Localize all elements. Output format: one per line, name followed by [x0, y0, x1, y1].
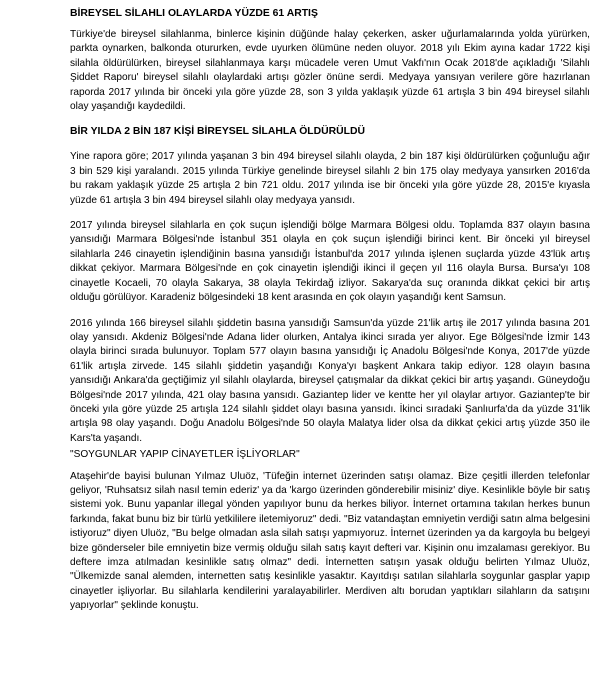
intro-paragraph: Türkiye'de bireysel silahlanma, binlerce kişinin düğünde halay çekerken, asker uğurlamalarında yolda yürürken, parkta oynarken, balkonda otururken, evde uyurken ölümüne neden oluyor. 2018 yılı Ekim ayına kadar 1722 kişi silahla öldürülürken, bireysel silahlanmaya karşı mücadele veren Umut Vakfı'nın Ocak 2018'de açıkladığı 'Silahlı Şiddet Raporu' bireysel silahlı olaylardaki artışı gözler önüne serdi. Medyaya yansıyan verilere göre hazırlanan raporda 2017 yılında bir önceki yıla göre yüzde 28, son 3 yılda yaklaşık yüzde 61 artışla 3 bin 494 bireysel silahlı olay yaşandığı kaydedildi. [70, 29, 590, 113]
regions-paragraph: 2016 yılında 166 bireysel silahlı şiddetin basına yansıdığı Samsun'da yüzde 21'lik artış ile 2017 yılında basına 201 olay yansıdı. Akdeniz Bölgesi'nde Adana lider olurken, Antalya ikinci sırada yer alıyor. Ege Bölgesi'nde İzmir 143 olayla birinci sırada bulunuyor. Toplam 577 olayın basına yansıdığı İç Anadolu Bölgesi'nde Konya, 2017'de yüzde 61'lik artışla zirvede. 145 silahlı şiddetin yaşandığı Konya'yı başkent Ankara takip ediyor. 128 olayın basına yansıdığı Ankara'da geçtiğimiz yıl silahlı olaylarda, bireysel çatışmalar da dikkat çekici bir artış yaşandı. Güneydoğu Bölgesi'nde 2017 yılında, 421 olay basına yansıdı. Gaziantep lider ve kentte her yıl olaylar artıyor. Gaziantep'te bir önceki yıla göre yüzde 25 artışla 124 silahlı şiddet olayı basına yansıdı. İkinci sıradaki Şanlıurfa'da da yüzde 31'lik artışla 98 olay yaşandı. Doğu Anadolu Bölgesi'nde 50 olayla Malatya lider olsa da dikkat çekici artış yüzde 350 ile Kars'ta yaşandı. [70, 317, 590, 444]
interview-paragraph: Ataşehir'de bayisi bulunan Yılmaz Uluöz, 'Tüfeğin internet üzerinden satışı olamaz. Bize çeşitli illerden telefonlar geliyor, 'Ruhsatsız silah nasıl temin ederiz' ya da 'kargo üzerinden gönderebilir misiniz' diye. Kesinlikle böyle bir satış sistemi yok. Bunu yapanlar illegal yönden yapılıyor bunu da herkes biliyor. İnternet ortamına takılan herkes bunun farkında, fakat bunu biz bir türlü yetkililere iletemiyoruz" dedi. "Biz vatandaştan emniyetin verdiği satın alma belgesini istiyoruz" diyen Uluöz, "Bu belge olmadan asla silah satışı yapmıyoruz. İnternet üzerinden ya da kargoyla bu belgeyi bize gönderseler bile emniyetin bize vermiş olduğu silah satış kayıt defteri var. Kişinin onu imzalaması gerekiyor. Bu deftere imza atılmadan kesinlikle satış olmaz" dedi. İnternetten satışın yasak olduğu belirten Yılmaz Uluöz, "Ülkemizde sanal alemden, internetten satış kesinlikle yasaktır. Kayıtdışı satılan silahlarla soygunlar gasplar yapıp cinayetler işliyorlar. Bu silahlarla kendilerini yaralayabilirler. Merdiven altı borudan yaptıkları silahların da satışını yapıyorlar" şeklinde konuştu. [70, 470, 590, 612]
marmara-paragraph: 2017 yılında bireysel silahlarla en çok suçun işlendiği bölge Marmara Bölgesi oldu. Toplamda 837 olayın basına yansıdığı Marmara Bölgesi'nde İstanbul 351 olayla en çok suçun işlendiği birinci kent. Bir önceki yıl bireysel silahlarla 246 cinayetin işlendiğinin basına yansıdığı İstanbul'da 2017 yılında işlenen suçlarda yüzde 43'lük artış dikkat çekiyor. Marmara Bölgesi'nde en çok cinayetin işlendiği ikinci il geçen yıl 116 olayla Bursa. Bursa'yı 108 cinayetle Kocaeli, 70 olayla Sakarya, 38 olayla Tekirdağ izliyor. Sakarya'da suç oranında dikkat çekici bir artış olduğu görülüyor. Karadeniz bölgesindeki 18 kent arasında en çok olayın yaşandığı kent Samsun. [70, 220, 590, 304]
headline: BİREYSEL SİLAHLI OLAYLARDA YÜZDE 61 ARTIŞ [70, 8, 318, 19]
quote-heading: "SOYGUNLAR YAPIP CİNAYETLER İŞLİYORLAR" [70, 449, 300, 461]
statistics-paragraph: Yine rapora göre; 2017 yılında yaşanan 3 bin 494 bireysel silahlı olayda, 2 bin 187 kişi öldürülürken çoğunluğu ağır 3 bin 529 kişi yaralandı. 2015 yılında Türkiye genelinde bireysel silahlı 2 bin 175 olay medyaya yansırken 2016'da bu rakam yaklaşık yüzde 25 artışla 2 bin 721 oldu. 2017 yılında ise bir önceki yıla göre yüzde 28, 2015'e kıyasla yüzde 61 artışla 3 bin 494 bireysel silahlı olay medyaya yansıdı. [70, 151, 590, 206]
subheading: BİR YILDA 2 BİN 187 KİŞİ BİREYSEL SİLAHLA ÖLDÜRÜLDÜ [70, 126, 366, 138]
